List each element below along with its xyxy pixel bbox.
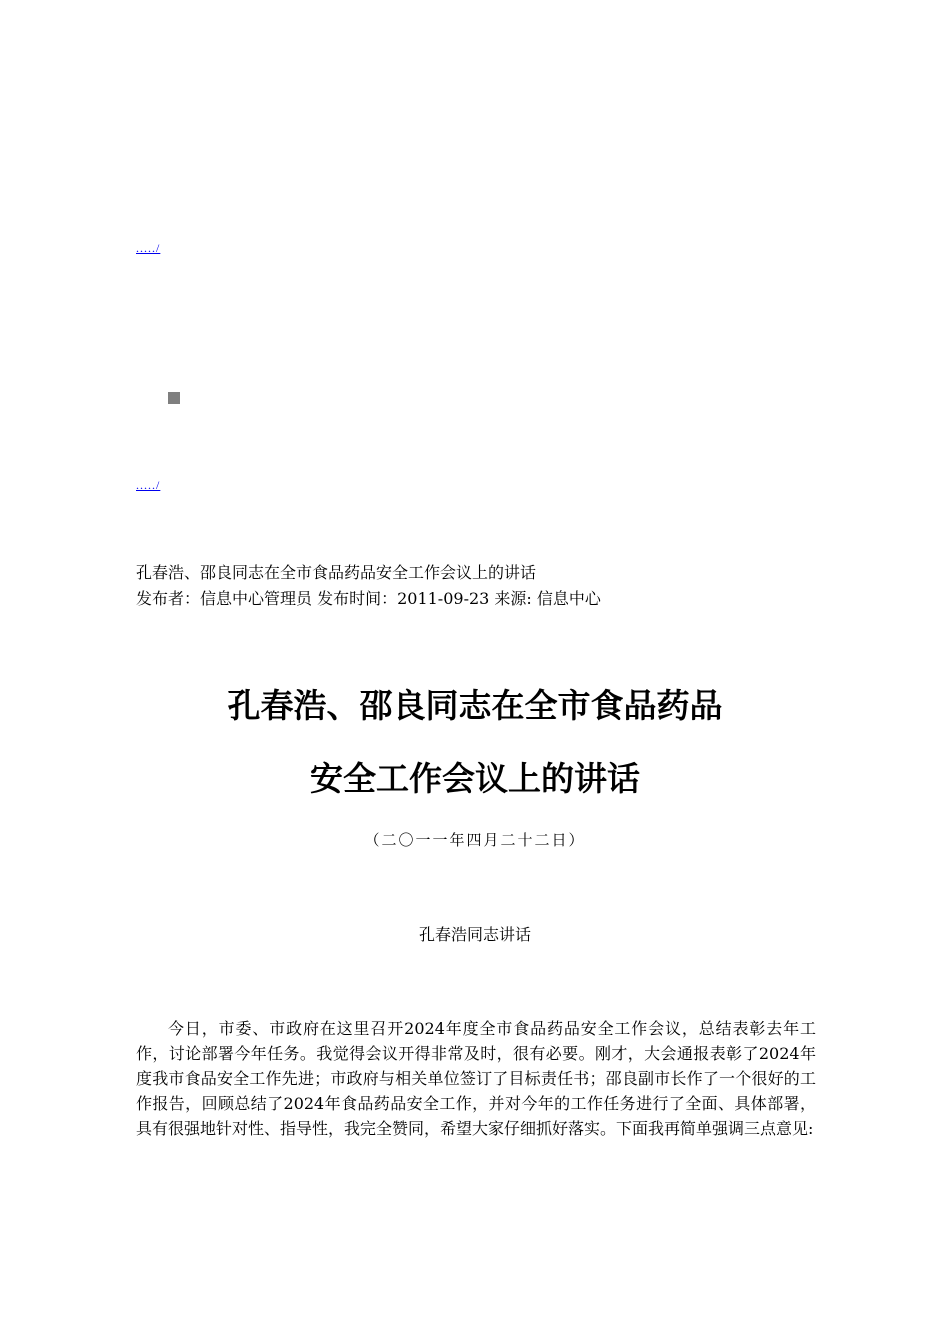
document-title-line-2: 安全工作会议上的讲话 xyxy=(310,759,640,798)
document-date: （二〇一一年四月二十二日） xyxy=(364,831,586,849)
image-placeholder-icon xyxy=(168,392,180,404)
top-link[interactable]: ...../ xyxy=(136,241,161,255)
document-title-line-1: 孔春浩、邵良同志在全市食品药品 xyxy=(227,686,723,725)
article-heading: 孔春浩、邵良同志在全市食品药品安全工作会议上的讲话 xyxy=(136,563,537,582)
publish-info: 发布者：信息中心管理员 发布时间：2011-09-23 来源: 信息中心 xyxy=(136,589,601,608)
speaker-heading: 孔春浩同志讲话 xyxy=(418,925,531,944)
second-link[interactable]: ...../ xyxy=(136,478,161,492)
body-paragraph: 今日，市委、市政府在这里召开2024年度全市食品药品安全工作会议，总结表彰去年工作，讨论部署今年任务。我觉得会议开得非常及时，很有必要。刚才，大会通报表彰了2024年度我市食品安全工作先进；市政府与相关单位签订了目标责任书；邵良副市长作了一个很好的工作报告，回顾总结了2024年食品药品安全工作，并对今年的工作任务进行了全面、具体部署，具有很强地针对性、指导性，我完全赞同，希望大家仔细抓好落实。下面我再简单强调三点意见: xyxy=(136,1019,816,1138)
